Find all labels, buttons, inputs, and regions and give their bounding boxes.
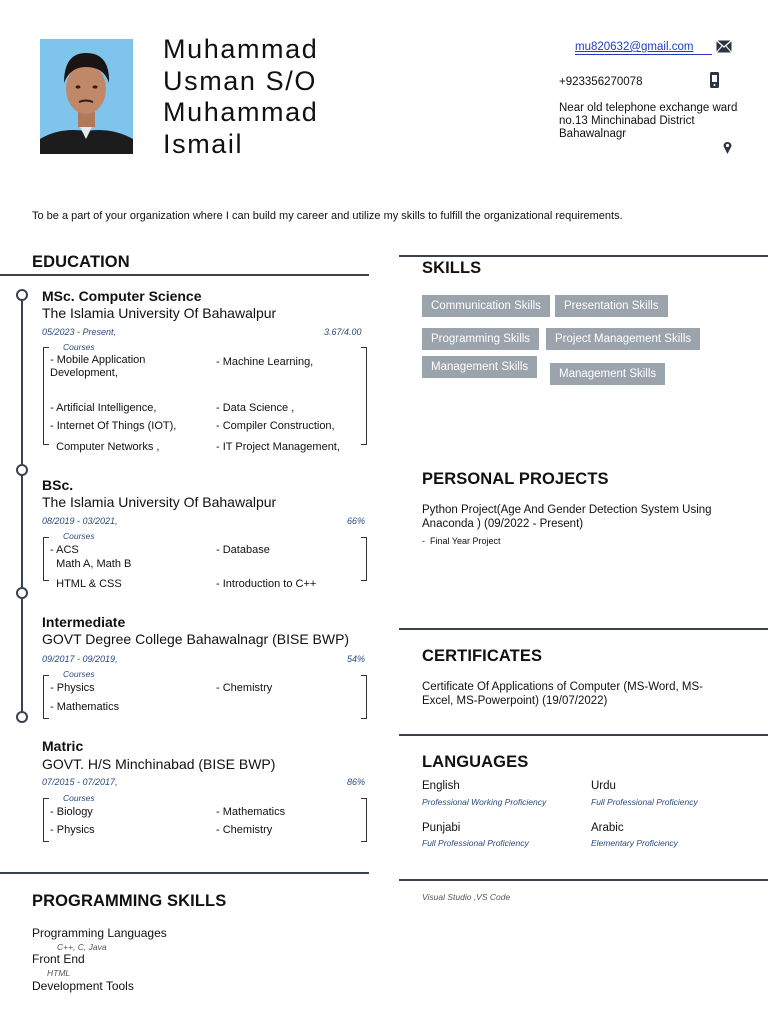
front-end-label: Front End: [32, 952, 85, 966]
course-item: Math A, Math B: [56, 558, 132, 570]
edu-grade: 86%: [347, 777, 366, 787]
edu-dates: 05/2023 - Present,: [42, 327, 117, 337]
course-item: - Physics: [50, 682, 95, 694]
timeline-dot: [16, 711, 28, 723]
tools-rule: [399, 879, 768, 881]
courses-bracket-left: [43, 675, 49, 719]
envelope-icon: [716, 40, 732, 58]
career-objective: To be a part of your organization where I can build my career and utilize my skills to fulfill the organizational requirements.: [32, 210, 623, 222]
certificates-rule: [399, 628, 768, 630]
course-item: HTML & CSS: [56, 578, 122, 590]
skill-chip: Presentation Skills: [555, 295, 668, 317]
institute-name: The Islamia University Of Bahawalpur: [42, 494, 277, 510]
course-item: Computer Networks ,: [56, 441, 160, 453]
projects-title: PERSONAL PROJECTS: [422, 470, 609, 488]
institute-name: GOVT Degree College Bahawalnagr (BISE BWP): [42, 631, 350, 647]
development-tools-label: Development Tools: [32, 979, 134, 993]
skill-chip: Communication Skills: [422, 295, 550, 317]
certificates-title: CERTIFICATES: [422, 647, 543, 665]
edu-grade: 3.67/4.00: [324, 327, 362, 337]
front-end-detail: HTML: [47, 968, 71, 978]
language-name: Punjabi: [422, 822, 461, 834]
degree-title: Matric: [42, 738, 84, 754]
education-rule: [0, 274, 369, 276]
timeline-dot: [16, 587, 28, 599]
degree-title: MSc. Computer Science: [42, 288, 202, 304]
education-title: EDUCATION: [32, 253, 130, 271]
course-item: - Mobile Application Development,: [50, 354, 146, 379]
candidate-name: Muhammad Usman S/O Muhammad Ismail: [163, 34, 319, 159]
courses-bracket-left: [43, 798, 49, 842]
course-item: - ACS: [50, 544, 79, 556]
course-item: - Introduction to C++: [216, 578, 317, 590]
courses-bracket-right: [361, 537, 367, 581]
course-item: - Compiler Construction,: [216, 420, 335, 432]
course-item: - IT Project Management,: [216, 441, 340, 453]
skill-chip: Programming Skills: [422, 328, 539, 350]
degree-title: BSc.: [42, 477, 74, 493]
courses-bracket-right: [361, 347, 367, 445]
course-item: - Machine Learning,: [216, 356, 314, 368]
email-underline: [575, 54, 712, 55]
language-level: Full Professional Proficiency: [591, 797, 698, 807]
course-item: - Biology: [50, 806, 93, 818]
course-item: - Chemistry: [216, 824, 273, 836]
course-item: - Mathematics: [50, 701, 120, 713]
skill-chip: Management Skills: [550, 363, 665, 385]
location-pin-icon: [723, 141, 732, 159]
course-item: - Artificial Intelligence,: [50, 402, 157, 414]
phone-icon: [710, 72, 719, 93]
programming-skills-title: PROGRAMMING SKILLS: [32, 892, 227, 910]
email-link[interactable]: mu820632@gmail.com: [575, 41, 694, 53]
languages-rule: [399, 734, 768, 736]
courses-bracket-left: [43, 537, 49, 581]
certificate-item: Certificate Of Applications of Computer (MS-Word, MS-Excel, MS-Powerpoint) (19/07/2022): [422, 681, 703, 707]
edu-grade: 54%: [347, 654, 366, 664]
language-name: Arabic: [591, 822, 624, 834]
language-level: Professional Working Proficiency: [422, 797, 547, 807]
timeline-dot: [16, 289, 28, 301]
profile-photo: [40, 39, 133, 154]
education-timeline: [21, 295, 23, 717]
project-name: Python Project(Age And Gender Detection System Using Anaconda ) (09/2022 - Present): [422, 504, 712, 530]
course-item: - Data Science ,: [216, 402, 295, 414]
edu-dates: 08/2019 - 03/2021,: [42, 516, 118, 526]
edu-grade: 66%: [347, 516, 366, 526]
languages-title: LANGUAGES: [422, 753, 529, 771]
edu-dates: 09/2017 - 09/2019,: [42, 654, 118, 664]
courses-label: Courses: [63, 793, 95, 803]
language-name: English: [422, 780, 460, 792]
course-item: - Physics: [50, 824, 95, 836]
courses-label: Courses: [63, 342, 95, 352]
language-level: Elementary Proficiency: [591, 838, 678, 848]
address: Near old telephone exchange ward no.13 Minchinabad District Bahawalnagr: [559, 102, 738, 140]
courses-label: Courses: [63, 669, 95, 679]
programming-languages-detail: C++, C, Java: [57, 942, 107, 952]
course-item: - Database: [216, 544, 270, 556]
phone-number: +923356270078: [559, 76, 643, 88]
institute-name: GOVT. H/S Minchinabad (BISE BWP): [42, 756, 276, 772]
project-detail: - Final Year Project: [422, 536, 501, 546]
skill-chip: Project Management Skills: [546, 328, 700, 350]
course-item: - Chemistry: [216, 682, 273, 694]
courses-bracket-left: [43, 347, 49, 445]
courses-label: Courses: [63, 531, 95, 541]
language-name: Urdu: [591, 780, 616, 792]
programming-languages-label: Programming Languages: [32, 926, 167, 940]
institute-name: The Islamia University Of Bahawalpur: [42, 305, 277, 321]
tools-text: Visual Studio ,VS Code: [422, 892, 511, 902]
education-bottom-rule: [0, 872, 369, 874]
skill-chip: Management Skills: [422, 356, 537, 378]
degree-title: Intermediate: [42, 614, 126, 630]
edu-dates: 07/2015 - 07/2017,: [42, 777, 118, 787]
skills-rule: [399, 255, 768, 257]
courses-bracket-right: [361, 675, 367, 719]
language-level: Full Professional Proficiency: [422, 838, 529, 848]
skills-title: SKILLS: [422, 259, 482, 277]
course-item: - Mathematics: [216, 806, 286, 818]
courses-bracket-right: [361, 798, 367, 842]
course-item: - Internet Of Things (IOT),: [50, 420, 177, 432]
timeline-dot: [16, 464, 28, 476]
